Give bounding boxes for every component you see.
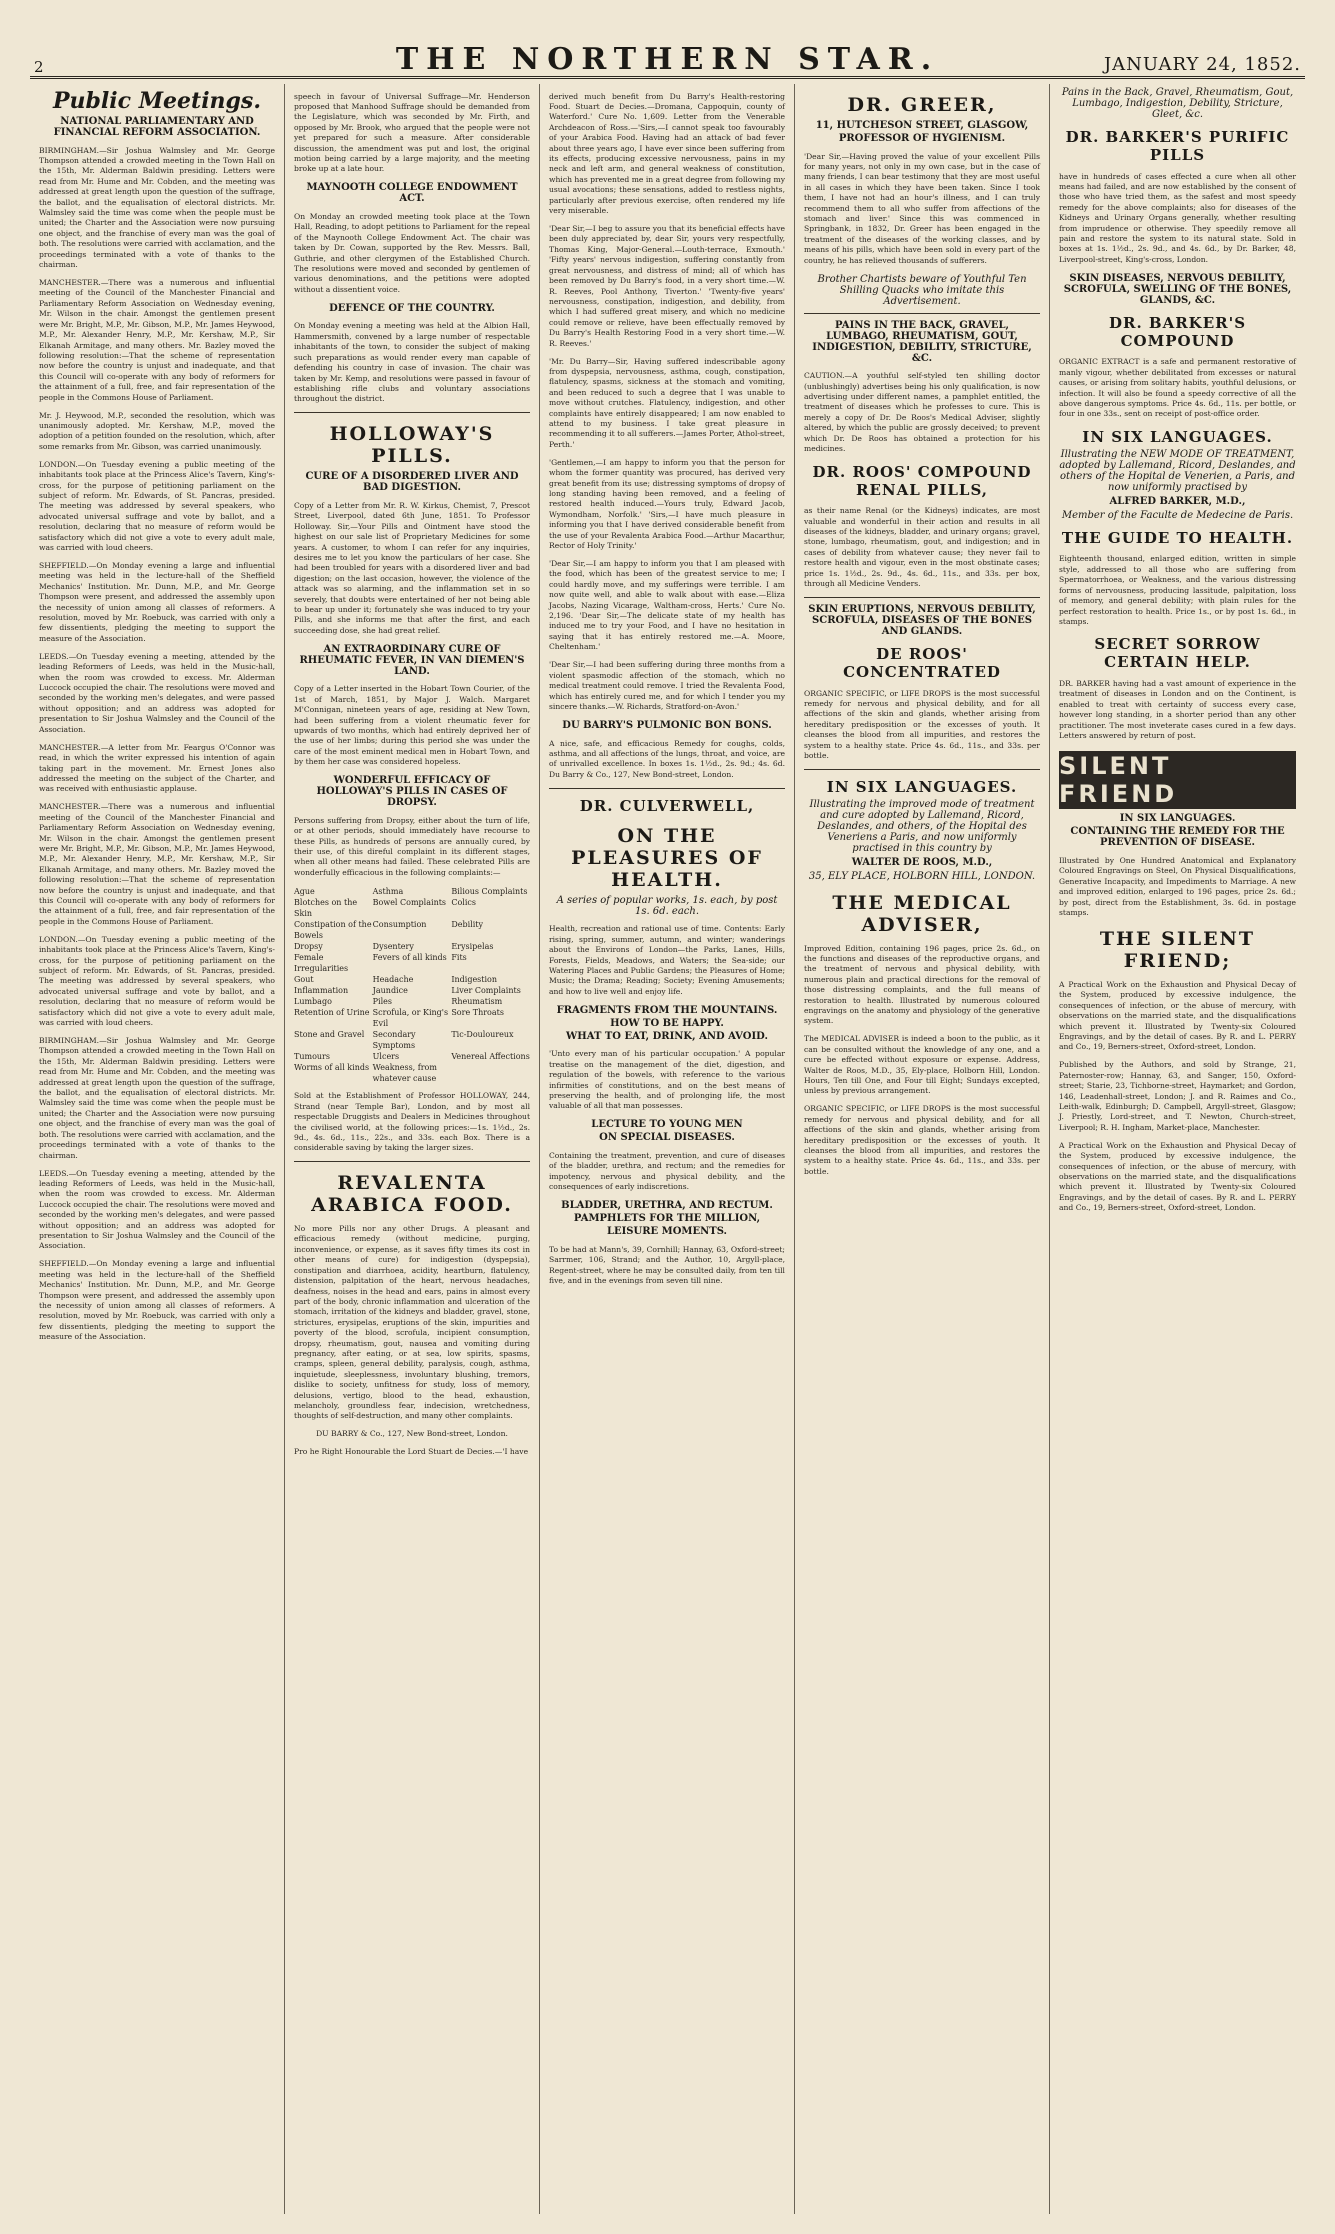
testimonial: derived much benefit from Du Barry's Health-restoring Food. Stuart de Decies.—Dromana, Cappoquin, county of Waterford.' Cure No. 1,609. Letter from the Venerable Archdeacon of Ross.—'Sirs,—I cannot speak too favourably of your Arabica Food. Having had an attack of bad fever about three years ago, I have ever since been suffering from its effects, producing excessive nervousness, pains in my neck and left arm, and general weakness of constitution, which has prevented me in a great degree from following my usual avocations; these sensations, added to restless nights, particularly after previous exercise, often rendered my life very miserable. <box>549 91 785 216</box>
page-number: 2 <box>34 58 44 76</box>
article-paragraph: MANCHESTER.—There was a numerous and influential meeting of the Council of the Manchester Financial and Parliamentary Reform Association on Wednesday evening, Mr. Wilson in the chair. Amongst the gentlemen present were Mr. Bright, M.P., Mr. Gibson, M.P., Mr. James Heywood, M.P., Mr. Alexander Henry, M.P., Mr. Kershaw, M.P., Sir Elkanah Armitage, and many others. Mr. Bazley moved the following resolution:—That the scheme of representation now before the country is unjust and inadequate, and that this Council will co-operate with any body of reformers for the attainment of a full, free, and fair representation of the people in the Commons House of Parliament. <box>39 802 275 926</box>
advert-text: have in hundreds of cases effected a cure when all other means had failed, and are now established by the consent of those who have tried them, as the safest and most speedy remedy for the above complaints; also for diseases of the Kidneys and Urinary Organs generally, whether resulting from imprudence or otherwise. They speedily remove all pain and restore the system to its natural state. Sold in boxes at 1s. 1½d., 2s. 9d., and 4s. 6d., by Dr. Barker, 48, Liverpool-street, King's-cross, London. <box>1059 171 1296 264</box>
ailment-item: Inflammation <box>294 985 349 995</box>
article-paragraph: LONDON.—On Tuesday evening a public meeting of the inhabitants took place at the Princess Alice's Tavern, King's-cross, for the purpose of petitioning parliament on the subject of reform. Mr. Edwards, of St. Pancras, presided. The meeting was addressed by several speakers, who advocated universal suffrage and vote by ballot, and a resolution, declaring that no measure of reform would be satisfactory which did not give a vote to every adult male, was carried with loud cheers. <box>39 459 275 552</box>
advert-text: DU BARRY & Co., 127, New Bond-street, London. <box>316 1429 508 1439</box>
advert-subheading: PROFESSOR OF HYGIENISM. <box>838 133 1006 144</box>
divider <box>804 769 1040 770</box>
advert-title: THE GUIDE TO HEALTH. <box>1061 528 1294 547</box>
advert-text: A nice, safe, and efficacious Remedy for coughs, colds, asthma, and all affections of the lungs, throat, and voice, are of unrivalled excellence. In boxes 1s. 1½d., 2s. 9d.; 4s. 6d. Du Barry & Co., 127, New Bond-street, London. <box>549 738 785 779</box>
advert-title: DR. BARKER'S COMPOUND <box>1108 313 1247 350</box>
advert-subheading: IN SIX LANGUAGES. <box>1119 813 1236 825</box>
article-paragraph: On Monday evening a meeting was held at the Albion Hall, Hammersmith, convened by a large number of respectable inhabitants of the town, to consider the subject of making such preparations as would render every man capable of defending his country in case of invasion. The chair was taken by Mr. Kemp, and resolutions were passed in favour of establishing rifle clubs and voluntary associations throughout the district. <box>294 321 530 404</box>
ailment-item: Tumours <box>294 1051 330 1061</box>
testimonial: 'Dear Sir,—I am happy to inform you that I am pleased with the food, which has been of the greatest service to me; I could hardly move, and my sufferings were terrible. I am now quite well, and able to walk about with ease.—Eliza Jacobs, Nazing Vicarage, Waltham-cross, Herts.' Cure No. 2,196. 'Dear Sir,—The delicate state of my health has induced me to try your Food, and I have no hesitation in saying that it has entirely restored me.—A. Moore, Cheltenham.' <box>549 559 785 652</box>
advert-text: Containing the treatment, prevention, and cure of diseases of the bladder, urethra, and rectum; and the remedies for impotency, nervous and physical debility, and the consequences of early indiscretions. <box>549 1150 785 1192</box>
advert-note: Pains in the Back, Gravel, Rheumatism, Gout, Lumbago, Indigestion, Debility, Stricture, Gleet, &c. <box>1061 87 1294 120</box>
ailment-list <box>294 886 530 1084</box>
ailment-item: Lumbago <box>294 996 332 1006</box>
advert-note: Member of the Faculte de Medecine de Paris. <box>1061 509 1294 521</box>
advert-subheading: WONDERFUL EFFICACY OF HOLLOWAY'S PILLS IN CASES OF DROPSY. <box>316 775 508 809</box>
advert-text: 'Dear Sir,—Having proved the value of your excellent Pills for many years, not only in my own case, but in the case of many friends, I can bear testimony that they are most useful in all cases in which they have been taken. Since I took them, I have not had an hour's illness, and I can truly recommend them to all who suffer from affections of the stomach and liver.' Since this was commenced in Springbank, in 1832, Dr. Greer has been engaged in the treatment of the diseases of the working classes, and by means of his pills, which have been sold in every part of the country, he has relieved thousands of sufferers. <box>804 151 1040 265</box>
article-paragraph: LEEDS.—On Tuesday evening a meeting, attended by the leading Reformers of Leeds, was held in the Music-hall, when the room was crowded to excess. Mr. Alderman Luccock occupied the chair. The resolutions were moved and seconded by the working men's delegates, and were passed without opposition; and an address was adopted for presentation to Sir Joshua Walmsley and the Council of the Association. <box>39 1168 275 1251</box>
advert-text: A Practical Work on the Exhaustion and Physical Decay of the System, produced by excessive indulgence, the consequences of infection, or the abuse of mercury, with observations on the married state, and the disqualifications which prevent it. Illustrated by Twenty-six Coloured Engravings, and by the detail of cases. By R. and L. PERRY and Co., 19, Berners-street, Oxford-street, London. <box>1059 979 1296 1052</box>
advert-subheading: LEISURE MOMENTS. <box>606 1226 728 1238</box>
article-paragraph: MANCHESTER.—A letter from Mr. Feargus O'Connor was read, in which the writer expressed his intention of again taking part in the movement. Mr. Ernest Jones also addressed the meeting on the subject of the Charter, and was received with enthusiastic applause. <box>39 742 275 794</box>
ailment-item: Consumption <box>372 919 427 929</box>
advert-text: No more Pills nor any other Drugs. A pleasant and efficacious remedy (without medicine, purging, inconvenience, or expense, as it saves fifty times its cost in other means of cure) for indigestion (dyspepsia), constipation and diarrhoea, acidity, heartburn, flatulency, distension, palpitation of the heart, nervous headaches, deafness, noises in the head and ears, pains in almost every part of the body, chronic inflammation and ulceration of the stomach, irritation of the kidneys and bladder, gravel, stone, strictures, erysipelas, eruptions of the skin, impurities and poverty of the blood, scrofula, incipient consumption, dropsy, rheumatism, gout, nausea and vomiting during pregnancy, after eating, or at sea, low spirits, spasms, cramps, spleen, general debility, paralysis, cough, asthma, inquietude, sleeplessness, involuntary blushing, tremors, dislike to society, unfitness for study, loss of memory, delusions, vertigo, blood to the head, exhaustion, melancholy, groundless fear, indecision, wretchedness, thoughts of self-destruction, and many other complaints. <box>294 1224 530 1421</box>
advert-text: Copy of a Letter from Mr. R. W. Kirkus, Chemist, 7, Prescot Street, Liverpool, dated 6th June, 1851. To Professor Holloway. Sir,—Your Pills and Ointment have stood the highest on our sale list of Proprietary Medicines for some years. A customer, to whom I can refer for any inquiries, desires me to let you know the particulars of her case. She had been troubled for years with a disordered liver and bad digestion; on the last occasion, however, the violence of the attack was so alarming, and the inflammation set in so severely, that doubts were entertained of her not being able to bear up under it; fortunately she was induced to try your Pills, and she informs me that after the first, and each succeeding dose, she had great relief. <box>294 500 530 635</box>
silent-friend-banner: SILENT FRIEND <box>1059 751 1296 809</box>
ailment-item: Asthma <box>372 886 404 896</box>
advert-subheading: BLADDER, URETHRA, AND RECTUM. <box>561 1200 773 1212</box>
advert-note: Illustrating the improved mode of treatment and cure adopted by Lallemand, Ricord, Deslandes, and others, of the Hopital des Veneriens a Paris, and now uniformly practised in this country by <box>809 798 1035 854</box>
article-paragraph: BIRMINGHAM.—Sir Joshua Walmsley and Mr. George Thompson attended a crowded meeting in the Town Hall on the 15th, Mr. Alderman Baldwin presiding. Letters were read from Mr. Hume and Mr. Cobden, and the meeting was addressed at great length upon the question of the suffrage, the ballot, and the equalisation of electoral districts. Mr. Walmsley said the time was come when the people must be united; the Charter and the Association were now pursuing one object, and the franchise of every man was the goal of both. The resolutions were carried with acclamation, and the proceedings terminated with a vote of thanks to the chairman. <box>39 145 275 270</box>
ailment-item: Weakness, from whatever cause <box>372 1062 437 1083</box>
advert-text: A Practical Work on the Exhaustion and Physical Decay of the System, produced by excessive indulgence, the consequences of infection, or the abuse of mercury, with observations on the married state, and the disqualifications which prevent it. Illustrated by Twenty-six Coloured Engravings, and by the detail of cases. By R. and L. PERRY and Co., 19, Berners-street, Oxford-street, London. <box>1059 1140 1296 1213</box>
column-4 <box>795 84 1050 2214</box>
ailment-item: Female Irregularities <box>294 952 349 973</box>
advert-title: THE SILENT FRIEND; <box>1099 928 1256 973</box>
column-2 <box>285 84 540 2214</box>
ailment-item: Piles <box>372 996 392 1006</box>
advert-text: To be had at Mann's, 39, Cornhill; Hannay, 63, Oxford-street; Sarrmer, 106, Strand; and the Author, 10, Argyll-place, Regent-street, where he may be consulted daily, from ten till five, and in the evenings from seven till nine. <box>549 1244 785 1285</box>
ailment-item: Bilious Complaints <box>451 886 528 896</box>
columns <box>30 84 1305 2214</box>
testimonial: 'Mr. Du Barry—Sir, Having suffered indescribable agony from dyspepsia, nervousness, asthma, cough, constipation, flatulency, spasms, sickness at the stomach and vomiting, and been reduced to such a degree that I was unable to move without crutches. Flatulency, indigestion, and other complaints have entirely disappeared; I am now enabled to attend to my business. I take great pleasure in recommending it to all sufferers.—James Porter, Athol-street, Perth.' <box>549 356 785 449</box>
article-heading: DEFENCE OF THE COUNTRY. <box>329 302 495 314</box>
ailment-item: Worms of all kinds <box>294 1062 370 1072</box>
column-3 <box>540 84 795 2214</box>
advert-subheading: ON SPECIAL DISEASES. <box>599 1132 735 1144</box>
section-heading: Public Meetings. <box>53 88 261 114</box>
ailment-item: Blotches on the Skin <box>294 897 358 918</box>
advert-text: DR. BARKER having had a vast amount of experience in the treatment of diseases in London and on the Continent, is enabled to treat with certainty of success every case, however long standing, in a shorter period than any other practitioner. The most inveterate cases cured in a few days. Letters answered by return of post. <box>1059 678 1296 740</box>
advert-text: as their name Renal (or the Kidneys) indicates, are most valuable and wonderful in their action and results in all diseases of the kidneys, bladder, and urinary organs; gravel, stone, lumbago, rheumatism, gout, and indigestion; and in cases of debility from whatever cause; they never fail to restore health and vigour, even in the most obstinate cases; price 1s. 1½d., 2s. 9d., 4s. 6d., 11s., and 33s. per box, through all Medicine Venders. <box>804 506 1040 588</box>
ailment-item: Gout <box>294 974 314 984</box>
advert-title: DR. GREER, <box>847 94 997 116</box>
testimonial: 'Gentlemen,—I am happy to inform you that the person for whom the former quantity was procured, has derived very great benefit from its use; distressing symptoms of dropsy of long standing having been removed, and a feeling of restored health induced.—Yours truly, Edward Jacob, Wymondham, Norfolk.' 'Sirs,—I have much pleasure in informing you that I have derived considerable benefit from the use of your Revalenta Arabica Food.—Arthur Macarthur, Rector of Holy Trinity.' <box>549 457 785 551</box>
ailment-item: Secondary Symptoms <box>372 1029 416 1050</box>
advert-subheading: WALTER DE ROOS, M.D., <box>851 856 993 868</box>
advert-text: Persons suffering from Dropsy, either about the turn of life, or at other periods, should immediately have recourse to these Pills, as hundreds of persons are annually cured, by their use, of this direful complaint in its different stages, when all other means had failed. These celebrated Pills are wonderfully efficacious in the following complaints:— <box>294 815 530 877</box>
ailment-item: Ague <box>294 886 315 896</box>
advert-note: Brother Chartists beware of Youthful Ten Shilling Quacks who imitate this Advertisement. <box>817 273 1027 307</box>
divider <box>804 313 1040 314</box>
article-heading: NATIONAL PARLIAMENTARY AND FINANCIAL REFORM ASSOCIATION. <box>53 116 261 138</box>
advert-text: Eighteenth thousand, enlarged edition, written in simple style, addressed to all those who are suffering from Spermatorrhoea, or Weakness, and the various distressing forms of nervousness, producing lassitude, palpitation, loss of memory, and general debility; with plain rules for the perfect restoration to health. Price 1s., or by post 1s. 6d., in stamps. <box>1059 554 1296 626</box>
divider <box>294 1161 530 1162</box>
ailment-item: Liver Complaints <box>451 985 521 995</box>
advert-text: ORGANIC EXTRACT is a safe and permanent restorative of manly vigour, whether debilitated from excesses or natural causes, or arising from solitary habits, youthful delusions, or infection. It will also be found a speedy corrective of all the above dangerous symptoms. Price 4s. 6d., 11s. per bottle, or four in one 33s., sent on receipt of post-office order. <box>1059 357 1296 419</box>
advert-subheading: LECTURE TO YOUNG MEN <box>591 1119 743 1131</box>
advert-title: IN SIX LANGUAGES. <box>826 777 1018 796</box>
ailment-item: Jaundice <box>372 985 408 995</box>
advert-text: Health, recreation and rational use of time. Contents: Early rising, spring, summer, autumn, and winter; wanderings about the Environs of London—the Parks, Lanes, Hills, Forests, Fields, Meadows, and Waters; the Sea-side; our Watering Places and Public Gardens; the Pleasures of Home; Music; the Drama; Reading; Society; Evening Amusements; and how to live well and enjoy life. <box>549 924 785 996</box>
article-paragraph: speech in favour of Universal Suffrage—Mr. Henderson proposed that Manhood Suffrage should be demanded from the Legislature, which was seconded by Mr. Firth, and opposed by Mr. Brook, who argued that the people were not yet prepared for such a measure. After considerable discussion, the amendment was put and lost, the original motion being carried by a large majority, and the meeting broke up at a late hour. <box>294 91 530 174</box>
advert-subheading: SKIN DISEASES, NERVOUS DEBILITY, SCROFULA, SWELLING OF THE BONES, GLANDS, &C. <box>1063 272 1292 306</box>
advert-text: ORGANIC SPECIFIC, or LIFE DROPS is the most successful remedy for nervous and physical debility, and for all affections of the skin and glands, whether arising from hereditary predisposition or the excesses of youth. It cleanses the blood from all impurities, and restores the system to a healthy state. Price 4s. 6d., 11s., and 33s. per bottle. <box>804 688 1040 760</box>
newspaper-title: THE NORTHERN STAR. <box>395 42 940 77</box>
ailment-item: Scrofula, or King's Evil <box>372 1007 449 1028</box>
advert-subheading: PAMPHLETS FOR THE MILLION, <box>573 1213 761 1225</box>
ailment-item: Erysipelas <box>451 941 494 951</box>
advert-text: Improved Edition, containing 196 pages, price 2s. 6d., on the functions and diseases of the reproductive organs, and the treatment of nervous and physical debility, with numerous plain and practical directions for the removal of those distressing complaints, and the full means of restoration to health. Illustrated by numerous coloured engravings on the anatomy and physiology of the generative system. <box>804 943 1040 1026</box>
advert-text: ORGANIC SPECIFIC, or LIFE DROPS is the most successful remedy for nervous and physical debility, and for all affections of the skin and glands, whether arising from hereditary predisposition or the excesses of youth. It cleanses the blood from all impurities, and restores the system to a healthy state. Price 4s. 6d., 11s., and 33s. per bottle. <box>804 1104 1040 1176</box>
advert-title: IN SIX LANGUAGES. <box>1082 427 1273 446</box>
advert-title: DE ROOS' CONCENTRATED <box>843 644 1001 681</box>
column-1 <box>30 84 285 2214</box>
advert-text: Illustrated by One Hundred Anatomical and Explanatory Coloured Engravings on Steel, On Physical Disqualifications, Generative Incapacity, and Impediments to Marriage. A new and improved edition, enlarged to 196 pages, price 2s. 6d.; by post, direct from the Establishment, 3s. 6d. in postage stamps. <box>1059 855 1296 917</box>
ailment-item: Dropsy <box>294 941 323 951</box>
ailment-item: Rheumatism <box>451 996 503 1006</box>
testimonial: 'Dear Sir,—I beg to assure you that its beneficial effects have been duly appreciated by, dear Sir, yours very respectfully, Thomas King, Major-General.—Louth-terrace, Exmouth.' 'Fifty years' nervous indigestion, suffering constantly from great nervousness, and distress of mind; all of which has been removed by Du Barry's food, in a very short time.—W. R. Reeves, Pool Anthony, Tiverton.' 'Twenty-five years' nervousness, constipation, indigestion, and debility, from which I had suffered great misery, and which no medicine could remove or relieve, have been effectually removed by Du Barry's Health Restoring Food in a very short time.—W. R. Reeves.' <box>549 224 785 348</box>
advert-note: Illustrating the NEW MODE OF TREATMENT, adopted by Lallemand, Ricord, Deslandes, and others of the Hopital de Venerien, a Paris, and now uniformly practised by <box>1059 448 1296 493</box>
ailment-item: Debility <box>451 919 484 929</box>
column-5 <box>1050 84 1305 2214</box>
ailment-item: Tic-Douloureux <box>451 1029 514 1039</box>
advert-title: THE MEDICAL ADVISER, <box>832 891 1012 936</box>
advert-subheading: ALFRED BARKER, M.D., <box>1109 495 1246 507</box>
article-paragraph: On Monday an crowded meeting took place at the Town Hall, Reading, to adopt petitions to Parliament for the repeal of the Maynooth College Endowment Act. The chair was taken by Dr. Cowan, supported by the Rev. Messrs. Ball, Guthrie, and other clergymen of the Established Church. The resolutions were moved and seconded by gentlemen of various denominations, and the petitions were adopted without a dissentient voice. <box>294 212 530 294</box>
testimonial: 'Dear Sir,—I had been suffering during three months from a violent spasmodic affection of the stomach, which no medical treatment could remove. I tried the Revalenta Food, which has entirely cured me, and for which I tender you my sincere thanks.—W. Richards, Stratford-on-Avon.' <box>549 660 785 711</box>
advert-title: DR. BARKER'S PURIFIC PILLS <box>1065 128 1290 164</box>
ailment-item: Colics <box>451 897 476 907</box>
article-heading: MAYNOOTH COLLEGE ENDOWMENT ACT. <box>306 182 518 205</box>
article-paragraph: Mr. J. Heywood, M.P., seconded the resolution, which was unanimously adopted. Mr. Kershaw, M.P., moved the adoption of a petition founded on the resolution, which, after some remarks from Mr. Gibson, was carried unanimously. <box>39 410 275 451</box>
ailment-item: Sore Throats <box>451 1007 504 1017</box>
ailment-item: Fits <box>451 952 467 962</box>
advert-subheading: A series of popular works, 1s. each, by post 1s. 6d. each. <box>556 894 778 917</box>
divider <box>804 597 1040 598</box>
ailment-item: Indigestion <box>451 974 498 984</box>
ailment-item: Headache <box>372 974 414 984</box>
article-paragraph: SHEFFIELD.—On Monday evening a large and influential meeting was held in the lecture-hall of the Sheffield Mechanics' Institution. Mr. Dunn, M.P., and Mr. George Thompson were present, and addressed the assembly upon the necessity of union among all classes of reformers. A resolution, moved by Mr. Roebuck, was carried with only a few dissentients, pledging the meeting to support the measure of the Association. <box>39 561 275 643</box>
advert-subheading: DU BARRY'S PULMONIC BON BONS. <box>562 719 772 731</box>
ailment-item: Constipation of the Bowels <box>294 919 372 940</box>
advert-title: DR. CULVERWELL, <box>579 796 755 815</box>
advert-text: CAUTION.—A youthful self-styled ten shilling doctor (unblushingly) advertises being his only qualification, is now advertising under different names, a pamphlet entitled, the treatment of diseases which he professes to cure. This is merely a copy of Dr. De Roos's Medical Adviser, slightly altered, by which the public are grossly deceived; to prevent which Dr. De Roos has obtained a protection for his medicines. <box>804 371 1040 454</box>
advert-subheading: WHAT TO EAT, DRINK, AND AVOID. <box>566 1030 768 1042</box>
issue-date: JANUARY 24, 1852. <box>1103 54 1301 75</box>
advert-note: 35, ELY PLACE, HOLBORN HILL, LONDON. <box>808 870 1036 882</box>
advert-subheading: SKIN ERUPTIONS, NERVOUS DEBILITY, SCROFULA, DISEASES OF THE BONES AND GLANDS. <box>808 603 1036 637</box>
article-paragraph: MANCHESTER.—There was a numerous and influential meeting of the Council of the Manchester Financial and Parliamentary Reform Association on Wednesday evening, Mr. Wilson in the chair. Amongst the gentlemen present were Mr. Bright, M.P., Mr. Gibson, M.P., Mr. James Heywood, M.P., Mr. Alexander Henry, M.P., Mr. Kershaw, M.P., Sir Elkanah Armitage, and many others. Mr. Bazley moved the following resolution:—That the scheme of representation now before the country is unjust and inadequate, and that this Council will co-operate with any body of reformers for the attainment of a full, free, and fair representation of the people in the Commons House of Parliament. <box>39 278 275 402</box>
advert-subheading: 11, HUTCHESON STREET, GLASGOW, <box>815 120 1029 131</box>
article-paragraph: SHEFFIELD.—On Monday evening a large and influential meeting was held in the lecture-hall of the Sheffield Mechanics' Institution. Mr. Dunn, M.P., and Mr. George Thompson were present, and addressed the assembly upon the necessity of union among all classes of reformers. A resolution, moved by Mr. Roebuck, was carried with only a few dissentients, pledging the meeting to support the measure of the Association. <box>39 1259 275 1342</box>
advert-title: ON THE PLEASURES OF HEALTH. <box>571 824 763 891</box>
ailment-item: Dysentery <box>372 941 414 951</box>
ailment-item: Bowel Complaints <box>372 897 447 907</box>
advert-text: Published by the Authors, and sold by Strange, 21, Paternoster-row; Hannay, 63, and Sanger, 150, Oxford-street; Starie, 23, Tichborne-street, Haymarket; and Gordon, 146, Leadenhall-street, London; J. and R. Raimes and Co., Leith-walk, Edinburgh; D. Campbell, Argyll-street, Glasgow; J. Priestly, Lord-street, and T. Newton, Church-street, Liverpool; R. H. Ingham, Market-place, Manchester. <box>1059 1060 1296 1132</box>
article-paragraph: LEEDS.—On Tuesday evening a meeting, attended by the leading Reformers of Leeds, was held in the Music-hall, when the room was crowded to excess. Mr. Alderman Luccock occupied the chair. The resolutions were moved and seconded by the working men's delegates, and were passed without opposition; and an address was adopted for presentation to Sir Joshua Walmsley and the Council of the Association. <box>39 651 275 734</box>
advert-title: HOLLOWAY'S PILLS. <box>329 423 495 468</box>
advert-subheading: CONTAINING THE REMEDY FOR THE PREVENTION OF DISEASE. <box>1070 826 1285 849</box>
advert-text: Copy of a Letter inserted in the Hobart Town Courier, of the 1st of March, 1851, by Major J. Walch. Margaret M'Connigan, nineteen years of age, residing at New Town, had been suffering from a violent rheumatic fever for upwards of two months, which had entirely deprived her of the use of her limbs; during this period she was under the care of the most eminent medical men in Hobart Town, and by them her case was considered hopeless. <box>294 684 530 767</box>
ailment-item: Fevers of all kinds <box>372 952 447 962</box>
advert-subheading: FRAGMENTS FROM THE MOUNTAINS. <box>556 1004 778 1016</box>
article-paragraph: LONDON.—On Tuesday evening a public meeting of the inhabitants took place at the Princess Alice's Tavern, King's-cross, for the purpose of petitioning parliament on the subject of reform. Mr. Edwards, of St. Pancras, presided. The meeting was addressed by several speakers, who advocated universal suffrage and vote by ballot, and a resolution, declaring that no measure of reform would be satisfactory which did not give a vote to every adult male, was carried with loud cheers. <box>39 934 275 1028</box>
advert-title: REVALENTA ARABICA FOOD. <box>311 1172 513 1217</box>
advert-text: Pro he Right Honourable the Lord Stuart de Decies.—'I have <box>294 1447 529 1457</box>
advert-text: The MEDICAL ADVISER is indeed a boon to the public, as it can be consulted without the knowledge of any one, and a cure be effected without exposure or expense. Address, Walter de Roos, M.D., 35, Ely-place, Holborn Hill, London. Hours, Ten till One, and Four till Eight; Sundays excepted, unless by previous arrangement. <box>804 1034 1040 1096</box>
masthead <box>30 18 1305 79</box>
ailment-item: Stone and Gravel <box>294 1029 365 1039</box>
advert-text: Sold at the Establishment of Professor HOLLOWAY, 244, Strand (near Temple Bar), London, and by most all respectable Druggists and Dealers in Medicines throughout the civilised world, at the following prices:—1s. 1½d., 2s. 9d., 4s. 6d., 11s., 22s., and 33s. each Box. There is a considerable saving by taking the larger sizes. <box>294 1091 530 1153</box>
advert-subheading: CURE OF A DISORDERED LIVER AND BAD DIGESTION. <box>305 471 519 494</box>
advert-subheading: AN EXTRAORDINARY CURE OF RHEUMATIC FEVER, IN VAN DIEMEN'S LAND. <box>299 643 525 677</box>
divider <box>549 788 785 789</box>
divider <box>294 412 530 413</box>
advert-title: DR. ROOS' COMPOUND RENAL PILLS, <box>812 462 1032 499</box>
advert-subheading: PAINS IN THE BACK, GRAVEL, LUMBAGO, RHEUMATISM, GOUT, INDIGESTION, DEBILITY, STRICTURE, &C. <box>812 319 1032 364</box>
advert-text: 'Unto every man of his particular occupation.' A popular treatise on the management of the diet, digestion, and regulation of the bowels, with reference to the various infirmities of constitutions, and on the best means of preserving the health, and of prolonging life, the most valuable of all that man possesses. <box>549 1049 785 1111</box>
article-paragraph: BIRMINGHAM.—Sir Joshua Walmsley and Mr. George Thompson attended a crowded meeting in the Town Hall on the 15th, Mr. Alderman Baldwin presiding. Letters were read from Mr. Hume and Mr. Cobden, and the meeting was addressed at great length upon the question of the suffrage, the ballot, and the equalisation of electoral districts. Mr. Walmsley said the time was come when the people must be united; the Charter and the Association were now pursuing one object, and the franchise of every man was the goal of both. The resolutions were carried with acclamation, and the proceedings terminated with a vote of thanks to the chairman. <box>39 1036 275 1160</box>
ailment-item: Venereal Affections <box>451 1051 530 1061</box>
ailment-item: Retention of Urine <box>294 1007 370 1017</box>
advert-subheading: HOW TO BE HAPPY. <box>610 1017 724 1029</box>
ailment-item: Ulcers <box>372 1051 400 1061</box>
advert-title: SECRET SORROW CERTAIN HELP. <box>1094 635 1261 672</box>
